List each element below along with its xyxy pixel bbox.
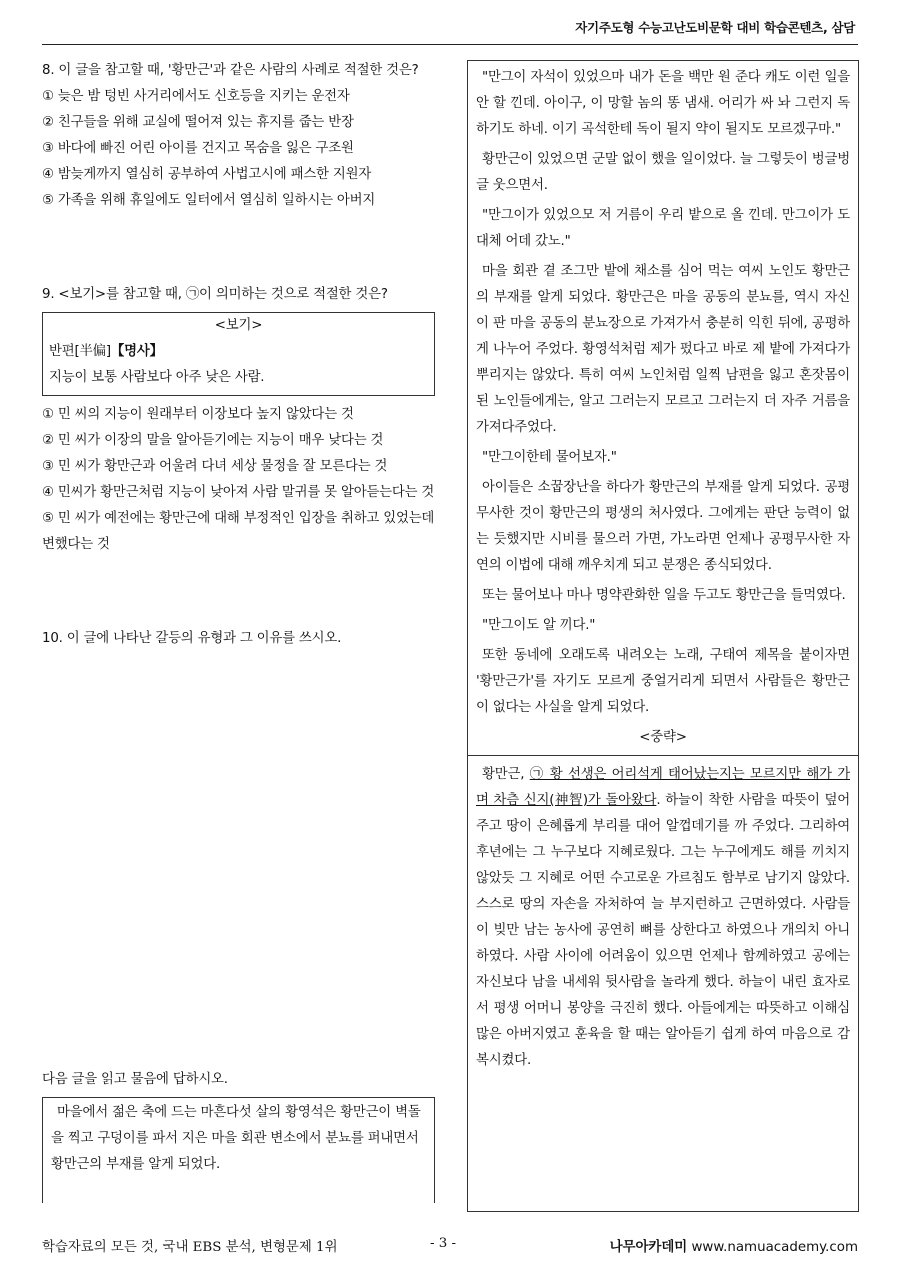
question-8-option-2: ② 친구들을 위해 교실에 떨어져 있는 휴지를 줍는 반장 bbox=[42, 115, 354, 130]
question-8-stem: 8. 이 글을 참고할 때, '황만근'과 같은 사람의 사례로 적절한 것은? bbox=[42, 63, 419, 78]
right-paragraph-6: 아이들은 소꿉장난을 하다가 황만근의 부재를 알게 되었다. 공평무사한 것이 황만근의 평생의 처사였다. 그에게는 판단 능력이 없는 듯했지만 시비를 물으러 가면, 가노라면 언제나 공평무사한 자연의 이법에 대해 깨우치게 되고 분쟁은 종식되었다. bbox=[476, 480, 850, 573]
question-8 bbox=[42, 58, 435, 214]
header-divider bbox=[42, 44, 858, 45]
right-paragraph-8: "만그이도 알 끼다." bbox=[482, 618, 596, 633]
question-9-option-1: ① 민 씨의 지능이 원래부터 이장보다 높지 않았다는 것 bbox=[42, 407, 354, 422]
bogi-box bbox=[42, 312, 435, 396]
right-paragraph-3: "만그이가 있었으모 저 거름이 우리 밭으로 올 낀데. 만그이가 도대체 어데 갔노." bbox=[476, 208, 850, 249]
last-prefix: 황만근, bbox=[482, 767, 530, 782]
bogi-word: 반편[半偏] bbox=[49, 344, 111, 359]
passage-text: 마을에서 젊은 축에 드는 마흔다섯 살의 황영석은 황만근이 벽돌을 찍고 구덩이를 파서 지은 마을 회관 변소에서 분뇨를 퍼내면서 황만근의 부재를 알게 되었다. bbox=[51, 1105, 421, 1172]
question-8-option-1: ① 늦은 밤 텅빈 사거리에서도 신호등을 지키는 운전자 bbox=[42, 89, 350, 104]
question-8-option-4: ④ 밤늦게까지 열심히 공부하여 사법고시에 패스한 지원자 bbox=[42, 167, 372, 182]
question-10-stem: 10. 이 글에 나타난 갈등의 유형과 그 이유를 쓰시오. bbox=[42, 631, 342, 646]
question-9-option-2: ② 민 씨가 이장의 말을 알아듣기에는 지능이 매우 낮다는 것 bbox=[42, 433, 384, 448]
question-9-option-5: ⑤ 민 씨가 예전에는 황만근에 대해 부정적인 입장을 취하고 있었는데 변했다는 것 bbox=[42, 511, 435, 552]
last-rest: . 하늘이 착한 사람을 따뜻이 덮어 주고 땅이 은혜롭게 부리를 대어 알껍데기를 까 주었다. 그리하여 후년에는 그 누구보다 지혜로웠다. 그는 누구에게도 해를 끼치지 않았듯 그 지혜로 어떤 수고로운 가르침도 함부로 남기지 않았다. 스스로 땅의 자손을 자처하여 늘 부지런하고 근면하였다. 사람들이 빚만 남는 농사에 공연히 뼈를 상한다고 하였으나 개의치 아니하였다. 사람 사이에 어려움이 있으면 언제나 함께하였고 공에는 자신보다 남을 내세워 뒷사람을 놀라게 했다. 하늘이 내린 효자로서 평생 어머니 봉양을 극진히 했다. 아들에게는 따뜻하고 이해심 많은 아버지였고 훈육을 할 때는 알아듣기 쉽게 하여 마음으로 감복시켰다. bbox=[476, 793, 851, 1068]
footer-slogan: 학습자료의 모든 것, 국내 EBS 분석, 변형문제 1위 bbox=[42, 1240, 338, 1255]
left-column bbox=[42, 58, 435, 652]
underlined-passage-a: ㉠ 황 선생은 어리석게 태어났는지는 모르지만 해가 가며 차츰 신지(神智)가 돌아왔다 bbox=[476, 767, 850, 808]
brand-name: 나무아카데미 bbox=[609, 1240, 688, 1255]
passage-instruction: 다음 글을 읽고 물음에 답하시오. bbox=[42, 1072, 228, 1087]
bogi-definition: 지능이 보통 사람보다 아주 낮은 사람. bbox=[49, 370, 265, 385]
right-paragraph-2: 황만근이 있었으면 군말 없이 했을 일이었다. 늘 그렇듯이 벙글벙글 웃으면서. bbox=[476, 152, 850, 193]
question-9-option-4: ④ 민씨가 황만근처럼 지능이 낮아져 사람 말귀를 못 알아듣는다는 것 bbox=[42, 485, 435, 500]
right-paragraph-5: "만그이한테 물어보자." bbox=[482, 450, 617, 465]
question-8-option-5: ⑤ 가족을 위해 휴일에도 일터에서 열심히 일하시는 아버지 bbox=[42, 193, 376, 208]
question-9-stem: 9. <보기>를 참고할 때, ㉠이 의미하는 것으로 적절한 것은? bbox=[42, 287, 388, 302]
bogi-title: <보기> bbox=[214, 318, 263, 333]
question-9 bbox=[42, 282, 435, 558]
middle-divider bbox=[468, 755, 858, 756]
right-column bbox=[467, 60, 859, 1212]
page-number: - 3 - bbox=[430, 1236, 457, 1251]
bogi-pos: 【명사】 bbox=[110, 344, 163, 359]
right-paragraph-last bbox=[476, 762, 850, 1074]
right-paragraph-1: "만그이 자석이 있었으마 내가 돈을 백만 원 준다 캐도 이런 일을 안 할 낀데. 아이구, 이 망할 놈의 똥 냄새. 어리가 싸 놔 그런지 독하기도 하네. 이기 곡석한테 독이 될지 약이 될지도 모르겠구마." bbox=[476, 70, 850, 137]
question-10 bbox=[42, 626, 435, 652]
footer-brand bbox=[610, 1236, 858, 1255]
question-8-option-3: ③ 바다에 빠진 어린 아이를 건지고 목숨을 잃은 구조원 bbox=[42, 141, 354, 156]
passage-box bbox=[42, 1097, 435, 1203]
right-paragraph-7: 또는 물어보나 마나 명약관화한 일을 두고도 황만근을 들먹였다. bbox=[482, 588, 846, 603]
brand-url: www.namuacademy.com bbox=[691, 1240, 858, 1255]
middle-omission-marker: <중략> bbox=[639, 730, 687, 745]
right-paragraph-4: 마을 회관 곁 조그만 밭에 채소를 심어 먹는 여씨 노인도 황만근의 부재를 알게 되었다. 황만근은 마을 공동의 분뇨를, 역시 자신이 판 마을 공동의 분뇨장으로 가져가서 충분히 익힌 뒤에, 공평하게 나누어 주었다. 황영석처럼 제가 펐다고 바로 제 밭에 가져다가 뿌리지는 않았다. 특히 여씨 노인처럼 일찍 남편을 잃고 혼잣몸이 된 노인들에게는, 알고 그러는지 모르고 그러는지 더 자주 거름을 가져다주었다. bbox=[476, 264, 850, 435]
right-paragraph-9: 또한 동네에 오래도록 내려오는 노래, 구태여 제목을 붙이자면 '황만근가'를 자기도 모르게 중얼거리게 되면서 사람들은 황만근이 없다는 사실을 알게 되었다. bbox=[476, 648, 850, 715]
question-9-option-3: ③ 민 씨가 황만근과 어울려 다녀 세상 물정을 잘 모른다는 것 bbox=[42, 459, 388, 474]
bogi-entry bbox=[49, 339, 428, 365]
document-header: 자기주도형 수능고난도비문학 대비 학습콘텐츠, 삼담 bbox=[575, 20, 855, 35]
